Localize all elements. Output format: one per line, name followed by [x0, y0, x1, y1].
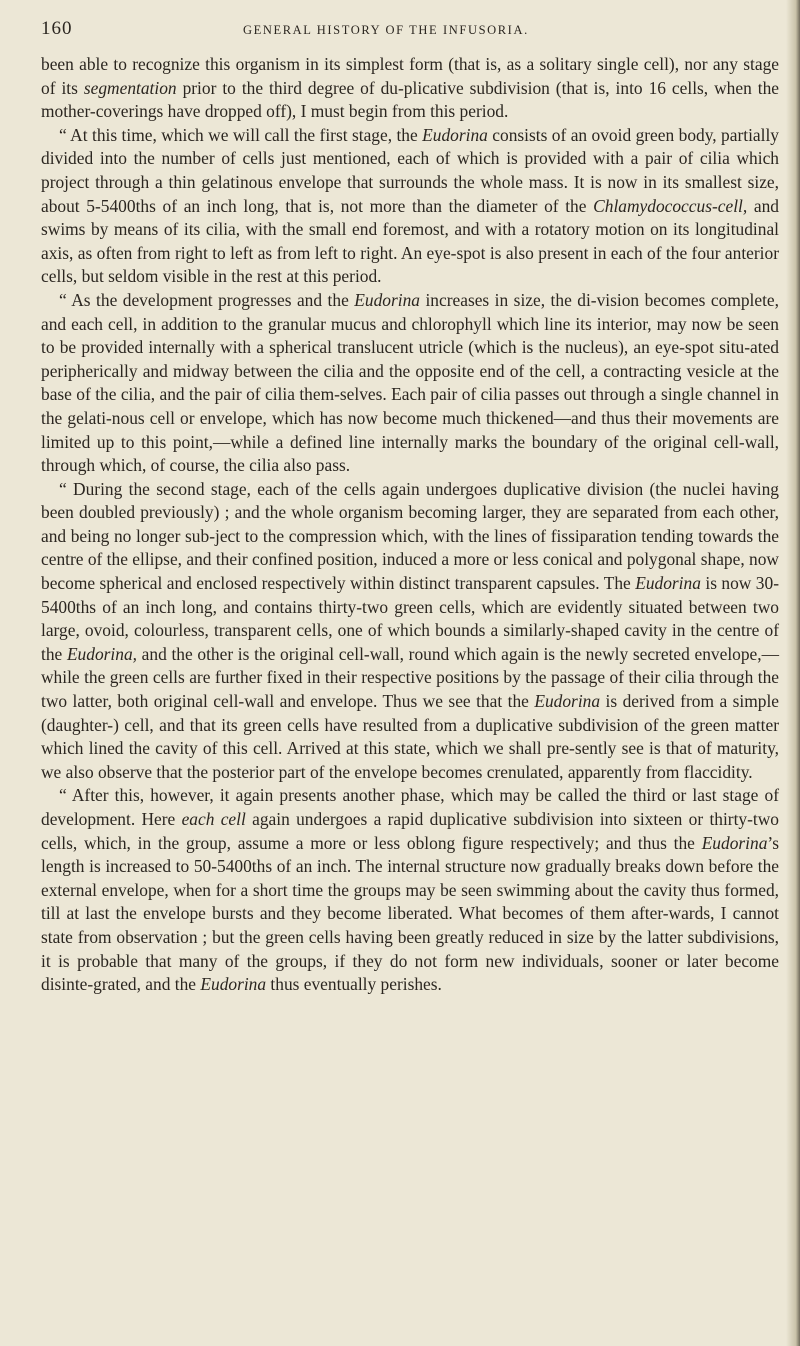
- italic-term: Chlamydococcus-cell,: [593, 195, 748, 216]
- text-run: is derived from a simple (daughter-) cell, and that its green cells have resulted from a duplicative subdivision of the green matter which lined the cavity of this cell. Arrived at this state, which we shall pre-sently see is that of maturity, we also observe that the posterior part of the envelope becomes crenulated, apparently from flaccidity.: [41, 691, 779, 782]
- text-run: prior to the third degree of du-plicative subdivision (that is, into 16 cells, when the mother-coverings have dropped off), I must begin from this period.: [41, 77, 779, 122]
- italic-term: Eudorina: [200, 974, 267, 995]
- text-run: consists of an ovoid green body, partially divided into the number of cells just mentioned, each of which is provided with a pair of cilia which project through a thin gelatinous envelope that surrounds the whole mass. It is now in its smallest size, about 5-5400ths of an inch long, that is, not more than the diameter of the: [41, 124, 779, 216]
- paragraph-third-stage: [41, 784, 779, 996]
- text-run: “ After this, however, it again presents another phase, which may be called the third or last stage of development. Here: [41, 785, 779, 829]
- italic-term: Eudorina: [635, 573, 701, 594]
- text-run: ’s length is increased to 50-5400ths of an inch. The internal structure now gradually breaks down before the external envelope, when for a short time the groups may be seen swimming about the cavity thus formed, till at last the envelope bursts and they become liberated. What becomes of them after-wards, I cannot state from observation ; but the green cells having been greatly reduced in size by the latter subdivisions, it is probable that many of the groups, if they do not form new individuals, sooner or later become disinte-grated, and the: [41, 832, 779, 995]
- italic-term: segmentation: [83, 77, 177, 98]
- page-edge-shadow: [786, 0, 800, 1346]
- paragraph-development: [41, 289, 779, 478]
- italic-term: Eudorina: [422, 124, 488, 145]
- text-run: is now 30-5400ths of an inch long, and contains thirty-two green cells, which are evidently situated between two large, ovoid, colourless, transparent cells, one of which bounds a similarly-shaped cavity in the centre of the: [41, 573, 779, 664]
- italic-term: Eudorina: [354, 289, 420, 310]
- text-run: and swims by means of its cilia, with the small end foremost, and with a rotatory motion on its longitudinal axis, as often from right to left as from left to right. An eye-spot is also present in each of the four anterior cells, but seldom visible in the rest at this period.: [41, 195, 779, 287]
- text-run: and the other is the original cell-wall, round which again is the newly secreted envelope,—while the green cells are further fixed in their respective positions by the passage of their cilia through the two latter, both original cell-wall and envelope. Thus we see that the: [41, 643, 780, 712]
- text-run: “ At this time, which we will call the first stage, the: [59, 124, 423, 145]
- running-title: GENERAL HISTORY OF THE INFUSORIA.: [243, 23, 529, 37]
- paragraph-second-stage: [41, 478, 779, 785]
- italic-term: Eudorina: [534, 691, 601, 712]
- body-text: [41, 53, 779, 997]
- italic-term: each cell: [181, 809, 246, 829]
- paragraph-first-stage: [41, 124, 779, 289]
- text-run: “ During the second stage, each of the cells again undergoes duplicative division (the nuclei having been doubled previously) ; and the whole organism becoming larger, they are separated from each other, and being no longer sub-ject to the compression which, with the lines of fissiparation tending towards the centre of the ellipse, and their confined position, induced a more or less conical and polygonal shape, now become spherical and enclosed respectively within distinct transparent capsules. The: [41, 478, 779, 594]
- text-run: again undergoes a rapid duplicative subdivision into sixteen or thirty-two cells, which, in the group, assume a more or less oblong figure respectively; and thus the: [41, 809, 779, 853]
- text-run: thus eventually perishes.: [266, 974, 442, 995]
- text-run: “ As the development progresses and the: [59, 289, 355, 310]
- italic-term: Eudorina,: [66, 643, 137, 664]
- italic-term: Eudorina: [701, 832, 768, 853]
- text-run: been able to recognize this organism in its simplest form (that is, as a solitary single cell), nor any stage of its: [41, 54, 779, 98]
- page-number: 160: [41, 18, 73, 39]
- paragraph-continued: [41, 53, 779, 124]
- text-run: increases in size, the di-vision becomes complete, and each cell, in addition to the granular mucus and chlorophyll which line its interior, may now be seen to be provided internally with a spherical translucent utricle (which is the nucleus), an eye-spot situ-ated peripherically and midway between the cilia and the opposite end of the cell, a contracting vesicle at the base of the cilia, and the pair of cilia them-selves. Each pair of cilia passes out through a single channel in the gelati-nous cell or envelope, which has now become much thickened—and thus their movements are limited up to this point,—while a defined line internally marks the boundary of the original cell-wall, through which, of course, the cilia also pass.: [41, 289, 779, 476]
